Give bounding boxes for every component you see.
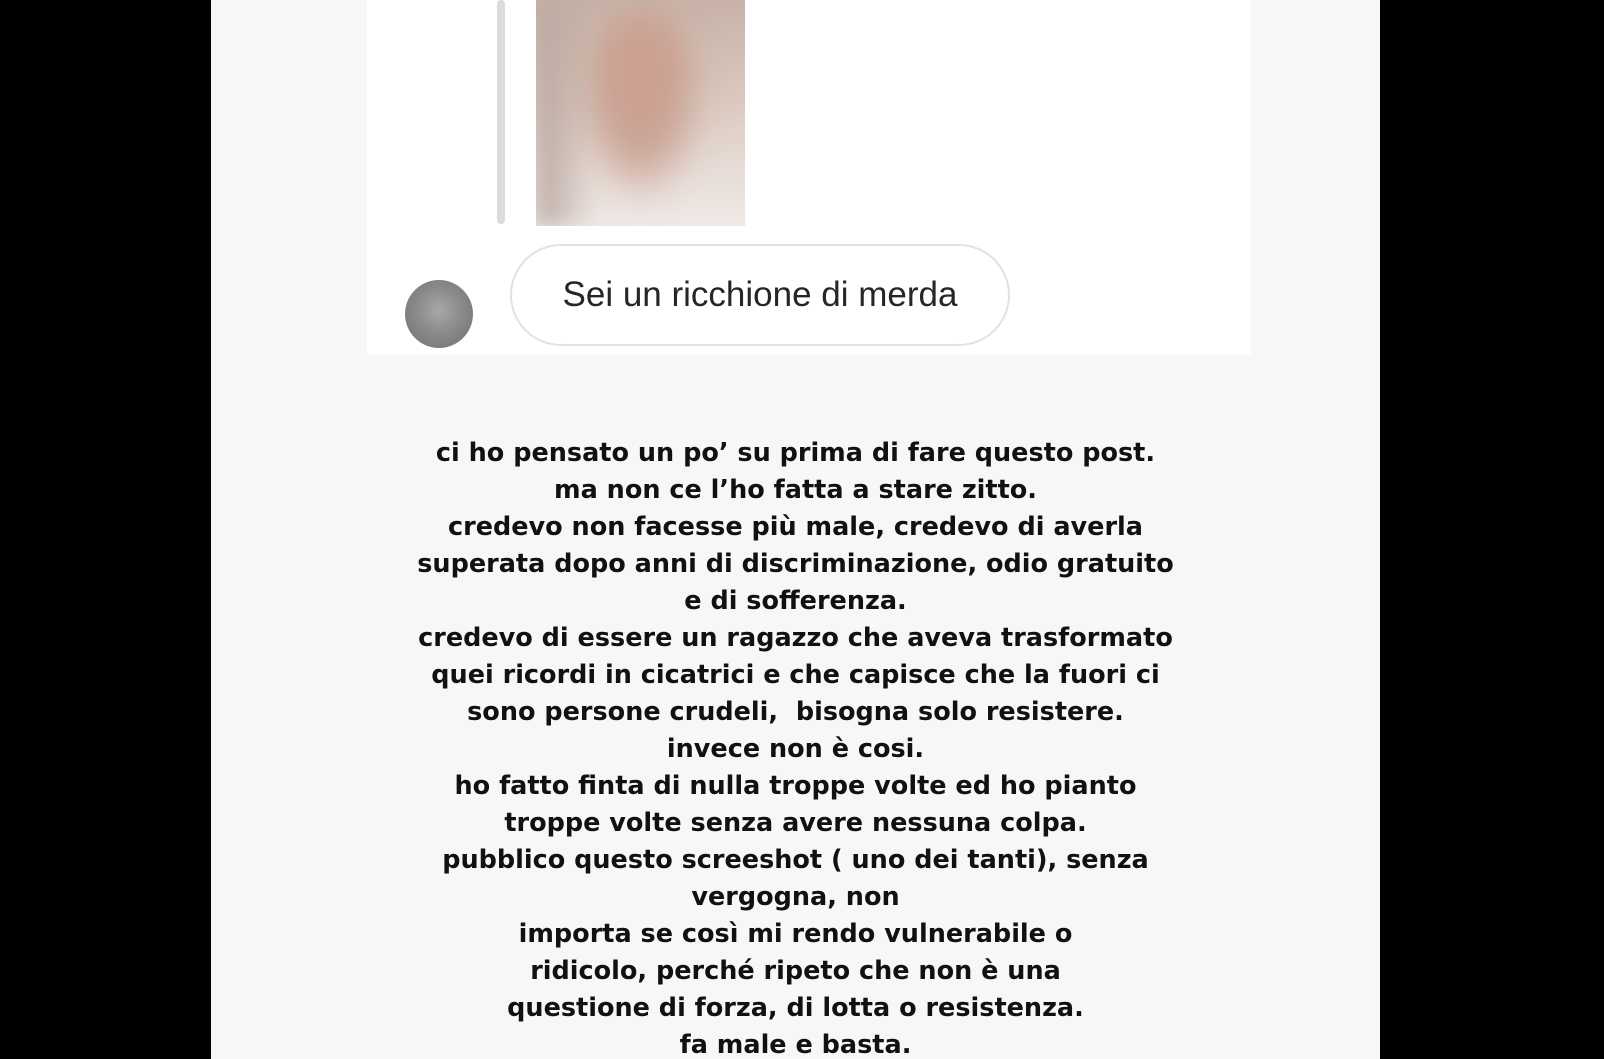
caption-line: troppe volte senza avere nessuna colpa. [504,808,1087,838]
caption-line: vergogna, non [691,882,900,912]
caption-line: ho fatto finta di nulla troppe volte ed ho pianto [454,771,1137,801]
caption-line: e di sofferenza. [684,586,907,616]
caption-line: pubblico questo screeshot ( uno dei tanti), senza [442,845,1149,875]
caption-line: invece non è cosi. [666,734,925,764]
caption-line: superata dopo anni di discriminazione, odio gratuito [417,549,1174,579]
message-text: Sei un ricchione di merda [562,275,958,314]
story-frame [211,0,1380,1059]
caption-line: ci ho pensato un po’ su prima di fare questo post. [435,438,1156,468]
blurred-photo-icon [536,0,745,226]
caption-line: quei ricordi in cicatrici e che capisce che la fuori ci [431,660,1160,690]
caption-line: questione di forza, di lotta o resistenza. [507,993,1084,1023]
caption-line: ma non ce l’ho fatta a stare zitto. [554,475,1037,505]
reply-indicator-line [497,0,505,224]
caption-line: ridicolo, perché ripeto che non è una [530,956,1061,986]
caption-line: credevo non facesse più male, credevo di averla [448,512,1143,542]
caption-line: credevo di essere un ragazzo che aveva trasformato [418,623,1173,653]
message-bubble [510,244,1010,346]
caption-line: sono persone crudeli, bisogna solo resistere. [467,697,1124,727]
caption-line: fa male e basta. [679,1030,912,1059]
story-caption [211,435,1380,1059]
caption-line: importa se così mi rendo vulnerabile o [518,919,1073,949]
avatar [405,280,473,348]
dm-screenshot [367,0,1251,355]
